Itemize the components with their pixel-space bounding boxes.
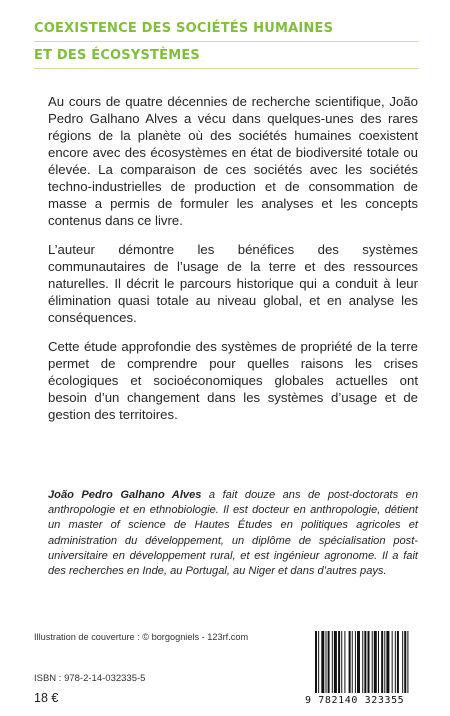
author-bio-text: a fait douze ans de post-doctorats en anthropologie et en ethnobiologie. Il est docteur en anthropologie, détient un master of science de Hautes Études en politiques agricoles et administration du développement, un diplôme de spécialisation post-universitaire en développement rural, et est ingénieur agronome. Il a fait des recherches en Inde, au Portugal, au Niger et dans d’autres pays. <box>48 489 418 578</box>
barcode-bar <box>407 631 408 693</box>
book-title-line-1: COEXISTENCE DES SOCIÉTÉS HUMAINES <box>34 21 334 36</box>
summary-paragraph: Au cours de quatre décennies de recherche scientifique, João Pedro Galhano Alves a vécu dans quelques-unes des rares régions de la planète où des sociétés humaines coexistent encore avec des écosystèmes en état de biodiversité totale ou élevée. La comparaison de ces sociétés avec les sociétés techno-industrielles de production et de consommation de masse a permis de formuler les analyses et les concepts contenus dans ce livre. <box>48 94 418 228</box>
barcode-bars <box>305 629 427 695</box>
summary-paragraph: Cette étude approfondie des systèmes de propriété de la terre permet de comprendre pour quelles raisons les crises écologiques et socioéconomiques globales actuelles ont besoin d’un changement dans les systèmes d’usage et de gestion des territoires. <box>48 339 418 422</box>
barcode-bar <box>349 631 351 693</box>
summary-paragraph: L’auteur démontre les bénéfices des systèmes communautaires de l’usage de la terre et des ressources naturelles. Il décrit le parcours historique qui a conduit à leur élimination quasi totale au niveau global, et en analyse les conséquences. <box>48 242 418 325</box>
barcode-bar <box>328 631 330 693</box>
title-block <box>34 20 424 74</box>
barcode-bar <box>334 631 337 693</box>
price-label: 18 € <box>34 691 59 705</box>
barcode-bar <box>384 631 385 693</box>
barcode-bar <box>378 631 379 693</box>
barcode-bar <box>372 631 373 693</box>
barcode-bar <box>321 631 324 693</box>
barcode-bar <box>341 631 342 693</box>
barcode-bar <box>381 631 383 693</box>
barcode-bar <box>392 631 393 693</box>
author-bio <box>48 488 418 579</box>
barcode-bar <box>332 631 333 693</box>
barcode-bar <box>404 631 406 693</box>
barcode-bar <box>315 631 317 693</box>
barcode-bar <box>397 631 399 693</box>
barcode-bar <box>386 631 389 693</box>
barcode-bar <box>326 631 327 693</box>
barcode-digits: 9 782140 323355 <box>305 695 405 706</box>
title-rule <box>34 68 419 69</box>
barcode-bar <box>352 631 353 693</box>
barcode-bar <box>364 631 366 693</box>
author-name: João Pedro Galhano Alves <box>48 489 202 501</box>
barcode <box>305 629 427 709</box>
title-rule <box>34 41 419 42</box>
barcode-bar <box>357 631 360 693</box>
barcode-bar <box>402 631 403 693</box>
barcode-bar <box>344 631 345 693</box>
book-title-line-2: ET DES ÉCOSYSTÈMES <box>34 48 200 63</box>
barcode-bar <box>355 631 356 693</box>
cover-credit: Illustration de couverture : © borgogniels - 123rf.com <box>34 632 249 642</box>
barcode-bar <box>318 631 319 693</box>
barcode-bar <box>368 631 370 693</box>
barcode-bar <box>362 631 363 693</box>
barcode-bar <box>338 631 340 693</box>
barcode-bar <box>374 631 377 693</box>
isbn-label: ISBN : 978-2-14-032335-5 <box>34 673 146 684</box>
barcode-bar <box>395 631 396 693</box>
summary-text <box>48 93 418 435</box>
